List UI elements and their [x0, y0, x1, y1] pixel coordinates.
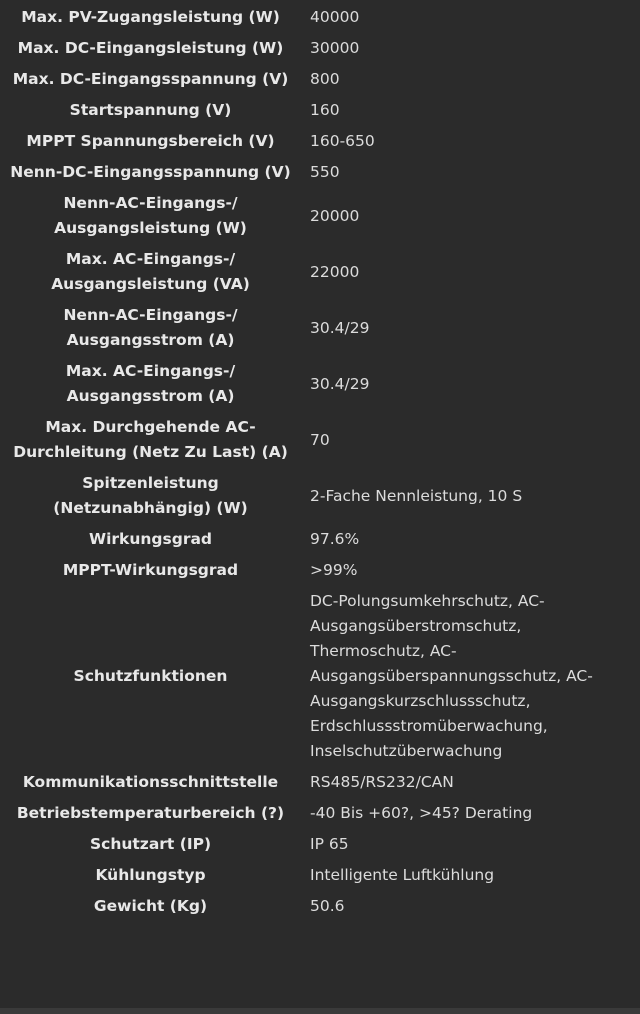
table-row — [0, 95, 640, 126]
table-row — [0, 586, 640, 767]
spec-label: Nenn-AC-Eingangs-/ Ausgangsstrom (A) — [63, 306, 238, 349]
spec-value: 70 — [310, 430, 330, 449]
spec-value: RS485/RS232/CAN — [310, 773, 454, 791]
spec-value: 30000 — [310, 39, 360, 57]
spec-label: Max. AC-Eingangs-/ Ausgangsleistung (VA) — [51, 250, 250, 293]
spec-label: Spitzenleistung (Netzunabhängig) (W) — [53, 474, 248, 517]
spec-value: DC-Polungsumkehrschutz, AC-Ausgangsüberstromschutz, Thermoschutz, AC-Ausgangsüberspannungsschutz, AC-Ausgangskurzschlussschutz, Erdschlussstromüberwachung, Inselschutzüberwachung — [310, 592, 593, 760]
table-row — [0, 188, 640, 244]
table-row — [0, 891, 640, 922]
spec-value: 22000 — [310, 262, 360, 281]
bottom-edge — [0, 1008, 640, 1014]
spec-label: Max. Durchgehende AC-Durchleitung (Netz Zu Last) (A) — [13, 418, 288, 461]
spec-value: Intelligente Luftkühlung — [310, 866, 495, 884]
table-row — [0, 829, 640, 860]
spec-value: 2-Fache Nennleistung, 10 S — [310, 486, 523, 505]
spec-label: Gewicht (Kg) — [93, 897, 208, 915]
spec-label: Wirkungsgrad — [88, 530, 213, 548]
spec-label: Max. DC-Eingangsspannung (V) — [12, 70, 289, 88]
table-row — [0, 0, 640, 33]
spec-value: >99% — [310, 561, 358, 579]
spec-value: 50.6 — [310, 897, 345, 915]
spec-value: 800 — [310, 70, 340, 88]
spec-label: Nenn-DC-Eingangsspannung (V) — [10, 163, 291, 181]
spec-value: 550 — [310, 163, 340, 181]
table-row — [0, 300, 640, 356]
spec-label: Schutzfunktionen — [73, 667, 228, 685]
spec-label: Max. PV-Zugangsleistung (W) — [21, 8, 280, 26]
spec-value: 40000 — [310, 8, 360, 26]
table-row — [0, 244, 640, 300]
table-row — [0, 767, 640, 798]
table-row — [0, 412, 640, 468]
spec-label: MPPT-Wirkungsgrad — [62, 561, 239, 579]
spec-value: 30.4/29 — [310, 318, 370, 337]
table-row — [0, 356, 640, 412]
table-row — [0, 126, 640, 157]
table-row — [0, 860, 640, 891]
spec-label: Schutzart (IP) — [89, 835, 212, 853]
table-row — [0, 798, 640, 829]
spec-value: 30.4/29 — [310, 374, 370, 393]
spec-label: MPPT Spannungsbereich (V) — [26, 132, 275, 150]
spec-value: 160 — [310, 101, 340, 119]
spec-value: 160-650 — [310, 132, 375, 150]
spec-label: Kühlungstyp — [95, 866, 206, 884]
table-row — [0, 555, 640, 586]
spec-value: 97.6% — [310, 530, 360, 548]
table-row — [0, 524, 640, 555]
spec-value: IP 65 — [310, 835, 349, 853]
spec-label: Startspannung (V) — [69, 101, 232, 119]
spec-label: Kommunikationsschnittstelle — [22, 773, 279, 791]
spec-label: Max. DC-Eingangsleistung (W) — [17, 39, 284, 57]
table-row — [0, 33, 640, 64]
table-row — [0, 157, 640, 188]
spec-value: -40 Bis +60?, >45? Derating — [310, 804, 533, 822]
spec-value: 20000 — [310, 206, 360, 225]
table-row — [0, 64, 640, 95]
spec-label: Nenn-AC-Eingangs-/ Ausgangsleistung (W) — [54, 194, 247, 237]
spec-label: Max. AC-Eingangs-/ Ausgangsstrom (A) — [65, 362, 236, 405]
table-row — [0, 468, 640, 524]
spec-label: Betriebstemperaturbereich (?) — [16, 804, 285, 822]
